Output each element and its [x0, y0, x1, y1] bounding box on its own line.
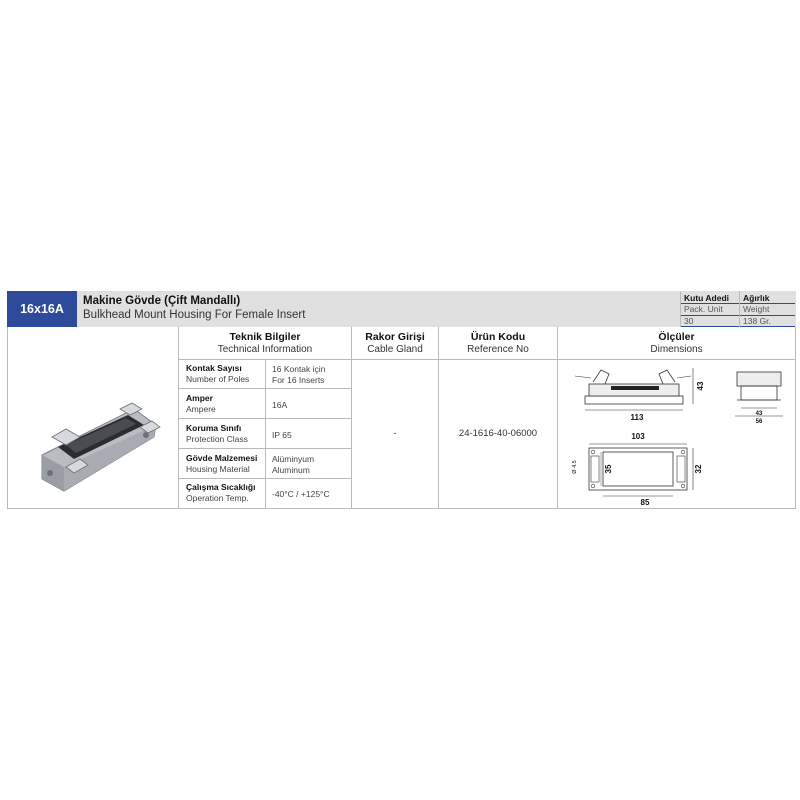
product-title-tr: Makine Gövde (Çift Mandallı) [83, 295, 241, 307]
grid-line [178, 448, 351, 449]
spec-value-line: 16 Kontak için [272, 364, 326, 374]
dim-label-side-height: 43 [696, 381, 705, 391]
pack-unit-cell [680, 291, 739, 327]
spec-label [186, 393, 272, 414]
col-header-technical-title: Teknik Bilgiler [229, 331, 301, 343]
weight-cell [739, 291, 795, 327]
col-header-cable-subtitle: Cable Gland [367, 344, 423, 355]
reference-no-value: 24-1616-40-06000 [458, 428, 538, 439]
col-header-technical [179, 327, 351, 359]
spec-label-tr: Kontak Sayısı [186, 363, 242, 373]
spec-value [272, 454, 314, 476]
spec-value-line: For 16 Inserts [272, 375, 325, 385]
grid-line [178, 388, 351, 389]
col-header-dimensions-title: Ölçüler [658, 331, 695, 343]
dim-label-inner-height: 35 [604, 464, 613, 474]
housing-photo [36, 393, 166, 501]
spec-value [272, 430, 292, 441]
product-sheet [7, 291, 796, 509]
spec-label-tr: Çalışma Sıcaklığı [186, 482, 256, 492]
weight-title: Ağırlık [743, 293, 770, 303]
spec-label [186, 453, 272, 474]
product-code-tab: 16x16A [7, 291, 77, 327]
spec-label [186, 482, 272, 503]
dim-label-side-width: 113 [630, 413, 644, 422]
col-header-reference [439, 327, 557, 359]
cable-gland-value: - [393, 428, 397, 439]
spec-label-en: Housing Material [186, 464, 250, 474]
spec-value-line: -40°C / +125°C [272, 489, 330, 499]
spec-value-line: Alüminyum [272, 454, 315, 464]
spec-value-line: IP 65 [272, 430, 292, 440]
col-header-reference-subtitle: Reference No [467, 344, 529, 355]
dim-label-hole-dia: Ø 4.5 [572, 460, 578, 474]
col-header-cable-title: Rakor Girişi [365, 331, 425, 343]
spec-label-tr: Gövde Malzemesi [186, 453, 258, 463]
spec-value [272, 364, 325, 386]
grid-line [178, 478, 351, 479]
grid-line [178, 418, 351, 419]
spec-label-en: Operation Temp. [186, 493, 249, 503]
col-header-cable [352, 327, 438, 359]
top-view-drawing [572, 432, 703, 507]
weight-value: 138 Gr. [743, 316, 771, 326]
col-header-dimensions [558, 327, 795, 359]
spec-table [7, 327, 796, 509]
col-header-reference-title: Ürün Kodu [470, 331, 526, 343]
dim-label-hole-spacing: 85 [640, 498, 650, 507]
spec-label [186, 423, 272, 444]
col-header-technical-subtitle: Technical Information [217, 344, 313, 355]
product-header [7, 291, 796, 327]
product-title-en: Bulkhead Mount Housing For Female Insert [83, 309, 306, 321]
dim-label-end-base: 56 [755, 419, 763, 425]
dimension-drawings [559, 360, 795, 508]
spec-value [272, 489, 330, 500]
pack-unit-value: 30 [684, 316, 694, 326]
col-header-dimensions-subtitle: Dimensions [650, 344, 703, 355]
spec-label-en: Protection Class [186, 434, 248, 444]
spec-label-en: Ampere [186, 404, 216, 414]
weight-subtitle: Weight [743, 304, 770, 314]
spec-value-line: Aluminum [272, 465, 310, 475]
side-view-drawing [575, 368, 705, 422]
end-view-drawing [735, 372, 783, 425]
pack-unit-title: Kutu Adedi [684, 293, 730, 303]
dim-label-outer-height: 32 [694, 464, 703, 474]
pack-unit-subtitle: Pack. Unit [684, 304, 723, 314]
spec-value [272, 400, 287, 411]
spec-value-line: 16A [272, 400, 288, 410]
dim-label-top-width: 103 [631, 432, 645, 441]
spec-label-en: Number of Poles [186, 374, 250, 384]
dim-label-end-width: 43 [755, 411, 763, 417]
spec-label [186, 363, 272, 384]
spec-label-tr: Koruma Sınıfı [186, 423, 242, 433]
spec-label-tr: Amper [186, 393, 213, 403]
